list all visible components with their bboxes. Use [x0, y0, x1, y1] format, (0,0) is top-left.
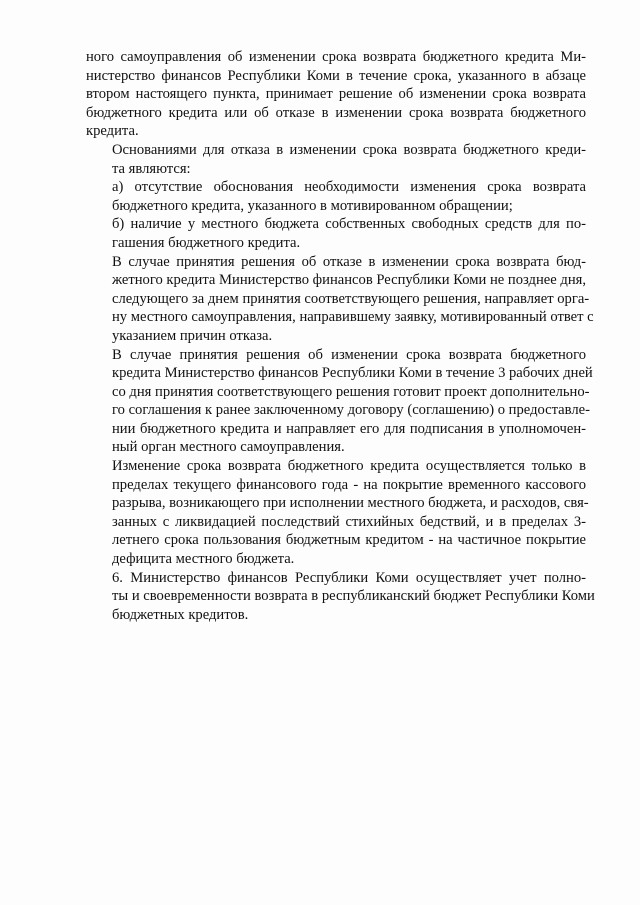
text-line: разрыва, возникающего при исполнении местного бюджета, и расходов, свя-: [112, 495, 589, 512]
text-line: 6. Министерство финансов Республики Коми осуществляет учет полно-: [112, 569, 586, 586]
text-line: ну местного самоуправления, направившему заявку, мотивированный ответ с: [112, 309, 594, 326]
text-line: го соглашения к ранее заключенному договору (соглашению) о предоставле-: [112, 402, 590, 419]
text-line: нистерство финансов Республики Коми в течение срока, указанного в абзаце: [86, 67, 586, 84]
paragraph-item-b: [86, 215, 586, 252]
text-line: Основаниями для отказа в изменении срока возврата бюджетного креди-: [112, 141, 586, 158]
text-line: дефицита местного бюджета.: [112, 551, 295, 568]
text-line: нии бюджетного кредита и направляет его для подписания в уполномочен-: [112, 420, 586, 437]
text-line: со дня принятия соответствующего решения готовит проект дополнительно-: [112, 383, 590, 400]
paragraph-refusal-decision: [86, 253, 594, 346]
text-line: кредита.: [86, 123, 139, 140]
paragraph-continuation: [86, 48, 586, 141]
text-line: втором настоящего пункта, принимает решение об изменении срока возврата: [86, 86, 586, 103]
text-line: занных с ликвидацией последствий стихийных бедствий, и в пределах 3-: [112, 513, 586, 530]
paragraph-item-6: [86, 569, 595, 625]
document-body: [86, 48, 595, 624]
paragraph-item-a: [86, 178, 586, 215]
paragraph-refusal-grounds: [86, 141, 586, 178]
text-line: бюджетного кредита или об отказе в изменении срока возврата бюджетного: [86, 104, 586, 121]
text-line: бюджетного кредита, указанного в мотивированном обращении;: [112, 197, 513, 214]
text-line: ный орган местного самоуправления.: [112, 439, 345, 456]
text-line: ты и своевременности возврата в республиканский бюджет Республики Коми: [112, 588, 595, 605]
text-line: летнего срока пользования бюджетным кредитом - на частичное покрытие: [112, 532, 586, 549]
text-line: гашения бюджетного кредита.: [112, 234, 301, 251]
text-line: бюджетных кредитов.: [112, 606, 249, 623]
text-line: следующего за днем принятия соответствующего решения, направляет орга-: [112, 290, 590, 307]
text-line: ного самоуправления об изменении срока возврата бюджетного кредита Ми-: [86, 49, 586, 65]
text-line: кредита Министерство финансов Республики Коми в течение 3 рабочих дней: [112, 365, 593, 382]
text-line: б) наличие у местного бюджета собственных свободных средств для по-: [112, 216, 586, 233]
paragraph-change-scope: [86, 457, 589, 569]
text-line: а) отсутствие обоснования необходимости изменения срока возврата: [112, 179, 586, 196]
paragraph-change-decision: [86, 346, 593, 458]
text-line: та являются:: [112, 160, 191, 177]
text-line: В случае принятия решения об изменении срока возврата бюджетного: [112, 346, 586, 363]
text-line: указанием причин отказа.: [112, 327, 273, 344]
text-line: пределах текущего финансового года - на покрытие временного кассового: [112, 476, 586, 493]
text-line: Изменение срока возврата бюджетного кредита осуществляется только в: [112, 458, 586, 475]
text-line: жетного кредита Министерство финансов Республики Коми не позднее дня,: [112, 272, 586, 289]
text-line: В случае принятия решения об отказе в изменении срока возврата бюд-: [112, 253, 586, 270]
